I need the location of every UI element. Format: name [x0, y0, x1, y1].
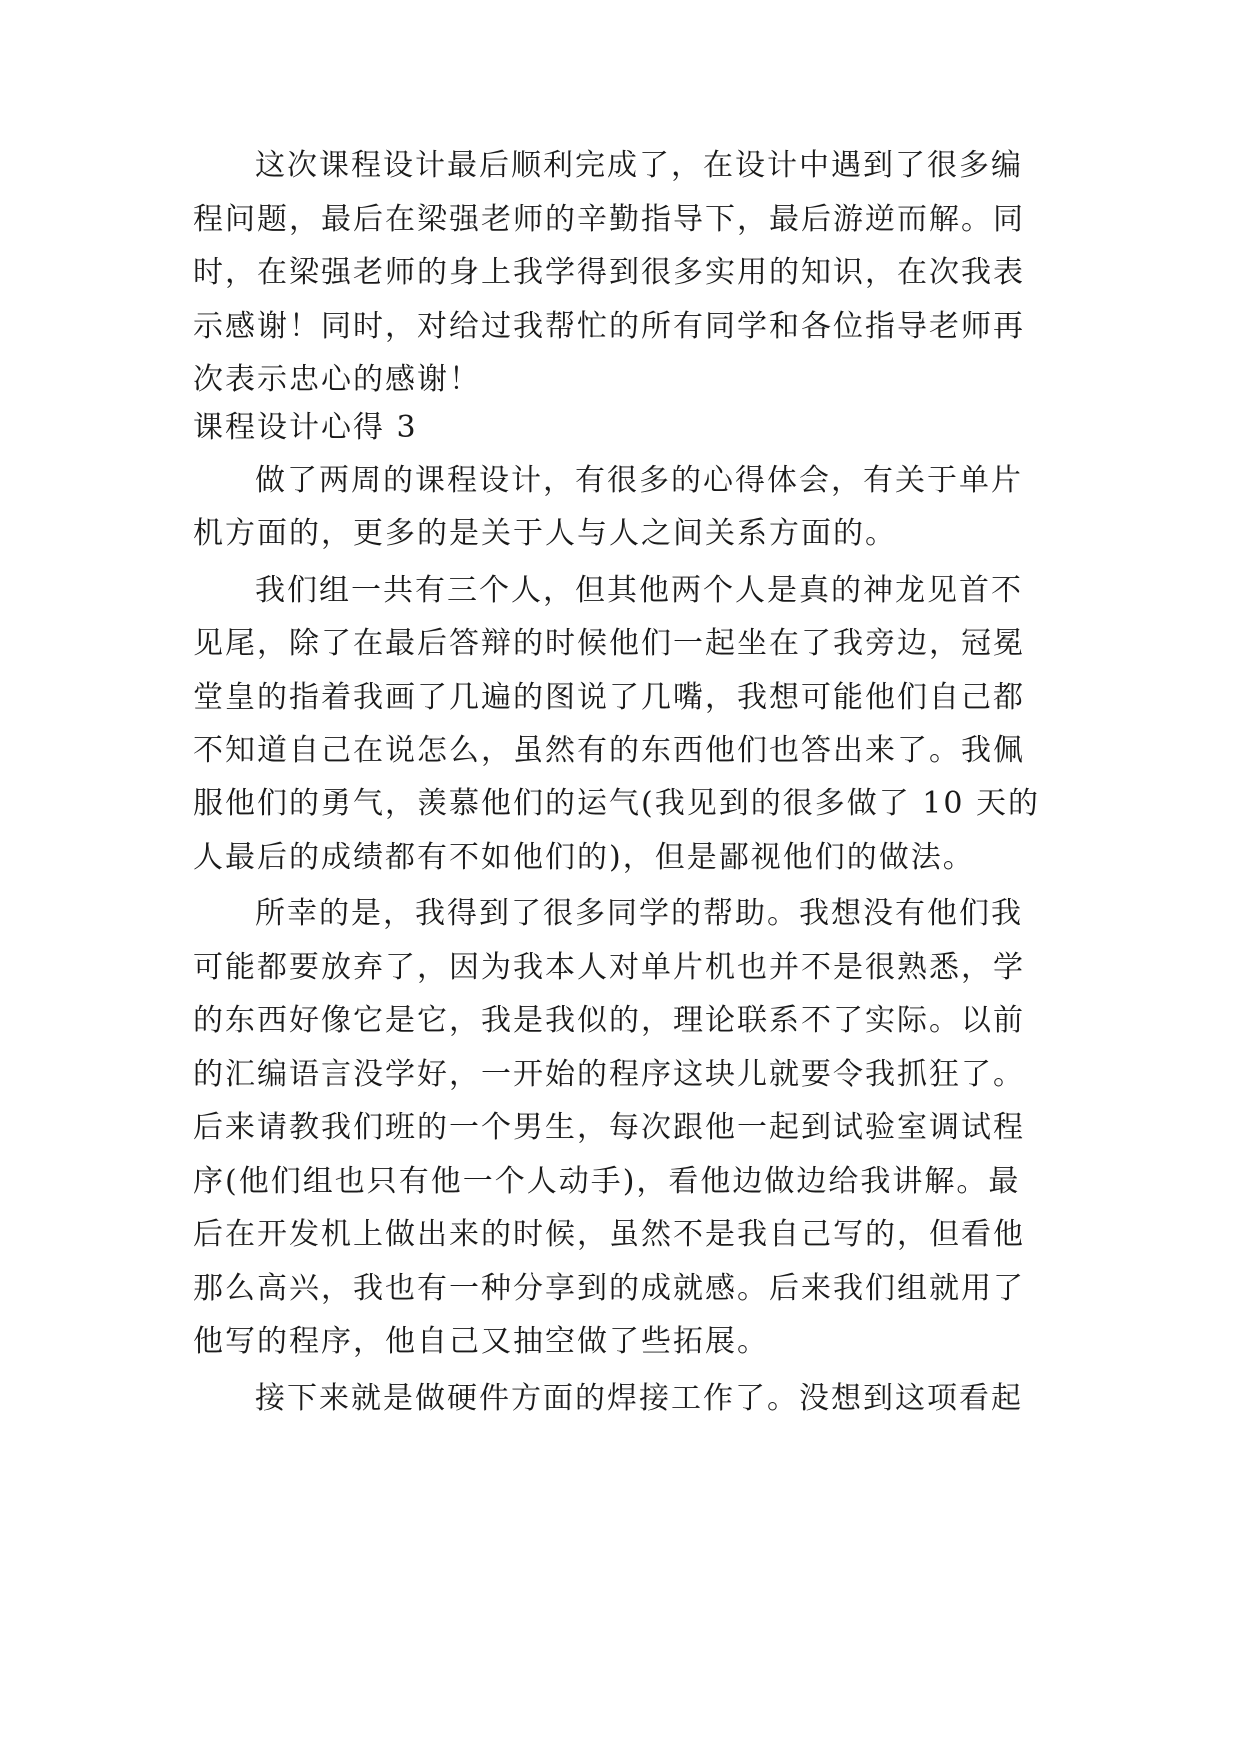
- paragraph-line: 那么高兴，我也有一种分享到的成就感。后来我们组就用了: [193, 1271, 1025, 1306]
- paragraph-line: 人最后的成绩都有不如他们的)，但是鄙视他们的做法。: [193, 840, 975, 875]
- paragraph-line: 可能都要放弃了，因为我本人对单片机也并不是很熟悉，学: [193, 950, 1025, 985]
- paragraph-line: 的汇编语言没学好，一开始的程序这块儿就要令我抓狂了。: [193, 1057, 1025, 1092]
- paragraph-line: 机方面的，更多的是关于人与人之间关系方面的。: [193, 516, 897, 551]
- paragraph-line: 见尾，除了在最后答辩的时候他们一起坐在了我旁边，冠冕: [193, 626, 1025, 661]
- paragraph-line: 程问题，最后在梁强老师的辛勤指导下，最后游逆而解。同: [193, 202, 1025, 237]
- paragraph-line: 次表示忠心的感谢！: [193, 362, 481, 397]
- paragraph-line: 不知道自己在说怎么，虽然有的东西他们也答出来了。我佩: [193, 733, 1025, 768]
- paragraph-line: 我们组一共有三个人，但其他两个人是真的神龙见首不: [255, 573, 1023, 608]
- paragraph-line: 后来请教我们班的一个男生，每次跟他一起到试验室调试程: [193, 1110, 1025, 1145]
- paragraph-line: 时，在梁强老师的身上我学得到很多实用的知识，在次我表: [193, 255, 1025, 290]
- paragraph-line: 所幸的是，我得到了很多同学的帮助。我想没有他们我: [255, 896, 1023, 931]
- section-heading: 课程设计心得 3: [193, 410, 418, 445]
- paragraph-line: 示感谢！同时，对给过我帮忙的所有同学和各位指导老师再: [193, 309, 1025, 344]
- paragraph-line: 的东西好像它是它，我是我似的，理论联系不了实际。以前: [193, 1003, 1025, 1038]
- paragraph-line: 服他们的勇气，羡慕他们的运气(我见到的很多做了 10 天的: [193, 786, 1040, 821]
- paragraph-line: 堂皇的指着我画了几遍的图说了几嘴，我想可能他们自己都: [193, 680, 1025, 715]
- paragraph-line: 这次课程设计最后顺利完成了，在设计中遇到了很多编: [255, 148, 1023, 183]
- paragraph-line: 他写的程序，他自己又抽空做了些拓展。: [193, 1324, 769, 1359]
- paragraph-line: 接下来就是做硬件方面的焊接工作了。没想到这项看起: [255, 1381, 1023, 1416]
- paragraph-line: 做了两周的课程设计，有很多的心得体会，有关于单片: [255, 463, 1023, 498]
- paragraph-line: 后在开发机上做出来的时候，虽然不是我自己写的，但看他: [193, 1217, 1025, 1252]
- paragraph-line: 序(他们组也只有他一个人动手)，看他边做边给我讲解。最: [193, 1164, 1021, 1199]
